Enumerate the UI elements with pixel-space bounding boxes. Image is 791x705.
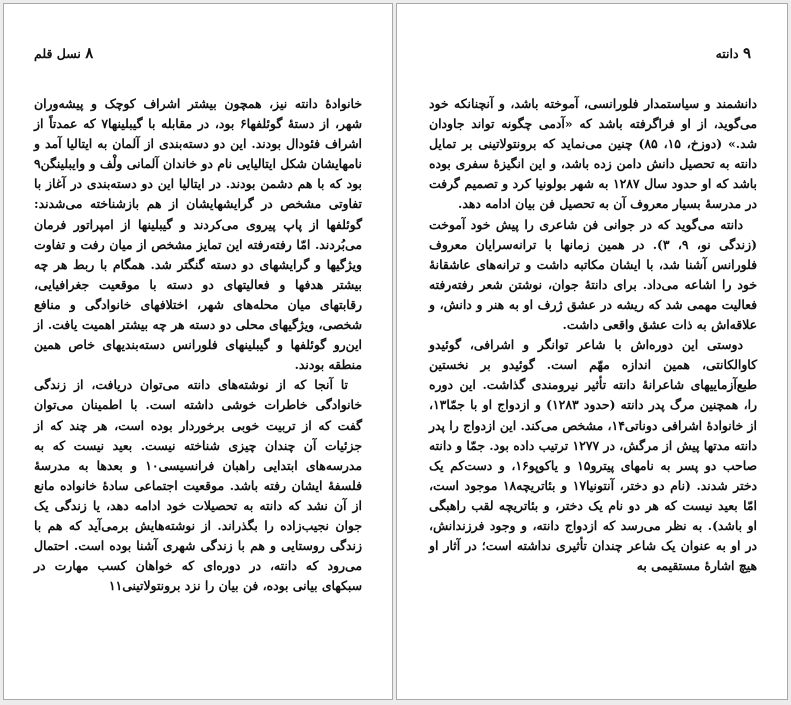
paragraph: تا آنجا که از نوشته‌های دانته می‌توان دریافت، از زندگی خانوادگی خاطرات خوشی داشته است. با اطمینان می‌توان گفت که از تربیت خوبی برخوردار بوده است، هر چند که از جزئیات آن چندان چیزی شناخته نیست. بعید نیست که به مدرسه‌های ابتدایی راهبان فرانسیسی۱۰ و بعدها به مدرسهٔ فلسفهٔ ایشان رفته باشد. موقعیت اجتماعی سادهٔ خانواده مانع از آن نشد که دانته به تحصیلات خود ادامه دهد، یا زندگی یک جوان نجیب‌زاده را بگذراند. از نوشته‌هایش برمی‌آید که هم با زندگی روستایی و هم با زندگی شهری آشنا بوده است. احتمال می‌رود که دانته، در دوره‌ای که خواهان کسب مهارت در سبکهای بیانی بوده، فن بیان را نزد برونتولاتینی۱۱ — [34, 377, 362, 594]
page-body — [429, 94, 757, 576]
running-title: نسل قلم — [34, 46, 81, 61]
paragraph: دوستی این دوره‌اش با شاعر توانگر و اشرافی، گوئیدو کاوالکانتی، همین اندازه مهّم است. گوئیدو بر نخستین طبع‌آزماییهای شاعرانهٔ دانته تأثیر نیرومندی گذاشت. این دوره را، همچنین مرگ پدر دانته (حدود ۱۲۸۳) و ازدواج او با جمّا۱۳، از خانوادهٔ اشرافی دوناتی۱۴، مشخص می‌کند. این ازدواج را پدر دانته مدتها پیش از مرگش، در ۱۲۷۷ ترتیب داده بود. جمّا و دانته صاحب دو پسر به نامهای پیترو۱۵ و یاکوپو۱۶، و دست‌کم یک دختر شدند. (نام دو دختر، آنتونیا۱۷ و بئاتریچه۱۸ موجود است، امّا بعید نیست که هر دو نام یک دختر، و بئاتریچه لقب راهبگی او باشد). به نظر می‌رسد که ازدواج دانته، و وجود فرزندانش، در او به عنوان یک شاعر چندان تأثیری نداشته است؛ در آثار او هیچ اشارهٔ مستقیمی به — [428, 337, 758, 574]
page-header — [34, 44, 99, 62]
paragraph: دانته می‌گوید که در جوانی فن شاعری را پیش خود آموخت (زندگی نو، ۹، ۳). در همین زمانها با ترانه‌سرایان معروف فلورانس آشنا شد، با ایشان مکاتبه داشت و ترانه‌های عاشقانهٔ خود را اشاعه می‌داد. برای دانتهٔ جوان، نوشتن شعر رفته‌رفته فعالیت مهمی شد که ریشه در عشق ژرف او به هنر و دانش، و علاقه‌اش به ذات عشق واقعی داشت. — [429, 216, 757, 333]
running-title: دانته — [715, 46, 739, 61]
page-header — [716, 44, 757, 62]
page-number: ۸ — [85, 44, 94, 62]
right-page — [396, 3, 788, 700]
page-number: ۹ — [742, 44, 751, 62]
left-page — [3, 3, 393, 700]
page-body — [34, 94, 362, 596]
paragraph: خانوادهٔ دانته نیز، همچون بیشتر اشراف کوچک و پیشه‌وران شهر، از دستهٔ گوئلفها۶ بود، در مقابله با گیبلینها۷ که عمدتاً از اشراف فئودال بودند. این دو دسته‌بندی از آلمان به ایتالیا آمد و نامهایشان شکل ایتالیایی نام دو خاندان آلمانی ولْف و وایبلینگن۹ بود که با هم دشمن بودند. در ایتالیا این دو دسته‌بندی در آغاز با تفاوتی مشخص در گرایشهایشان از هم بازشناخته می‌شدند: گوئلفها از پاپ پیروی می‌کردند و گیبلینها از امپراتور فرمان می‌بُردند. امّا رفته‌رفته این تمایز مشخص از میان رفت و تفاوت ویژگیها و گرایشهای دو دسته گنگتر شد. همگام با ربط هر چه بیشتر هدفها و فعالیتهای دو دسته با موقعیت جغرافیایی، رقابتهای میان محله‌های شهر، اختلافهای خانوادگی و منافع شخصی، ویژگیهای محلی دو دسته هر چه بیشتر اهمیت یافت. از این‌رو گوئلفها و گیبلینهای فلورانس دسته‌بندیهای خاص همین منطقه بودند. — [34, 96, 362, 373]
paragraph: دانشمند و سیاستمدار فلورانسی، آموخته باشد، و آنچنانکه خود می‌گوید، از او فراگرفته باشد که «آدمی چگونه تواند جاودان شد.» (دوزخ، ۱۵، ۸۵) چنین می‌نماید که برونتولاتینی بر تمایل دانته به تحصیل دانش دامن زده باشد، و این انگیزهٔ سفری بوده باشد که او حدود سال ۱۲۸۷ به شهر بولونیا کرد و تصمیم گرفت در مدرسهٔ بسیار معروف آن به تحصیل فن بیان ادامه دهد. — [429, 96, 757, 212]
